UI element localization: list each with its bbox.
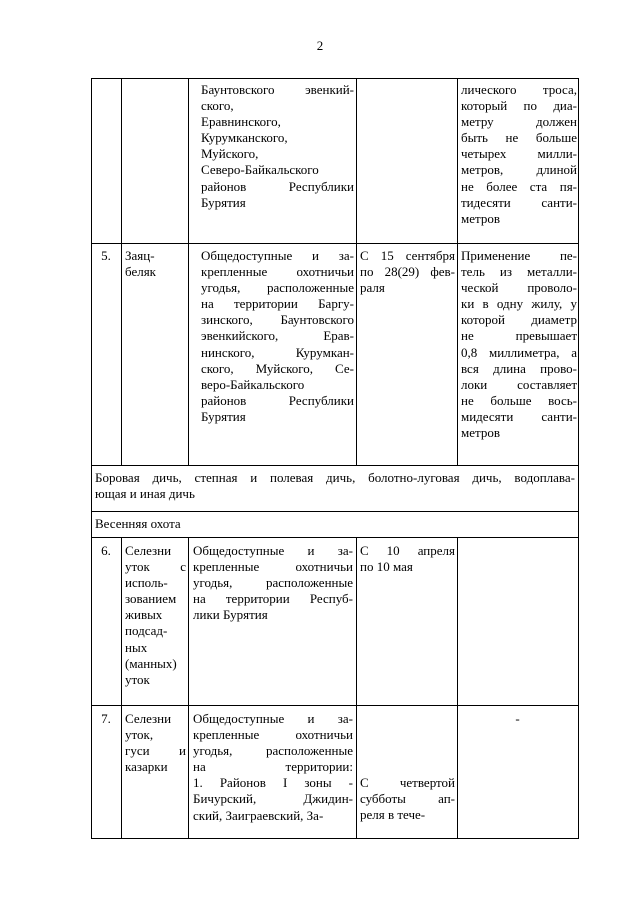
- table-rule: [91, 78, 579, 79]
- territory-cell-line: на территории Баргу-: [201, 296, 354, 312]
- column-rule: [188, 78, 189, 466]
- species-cell-line: ных: [125, 639, 148, 655]
- section-header-line: Боровая дичь, степная и полевая дичь, болотно-луговая дичь, водоплава-: [95, 470, 575, 485]
- method-cell-line: не превышает: [461, 328, 577, 344]
- section-header-line: ющая и иная дичь: [95, 486, 195, 502]
- territory-cell-line: Баунтовского эвенкий-: [201, 82, 354, 97]
- section-header-spring: Весенняя охота: [95, 516, 181, 531]
- method-cell-line: вся длина прово-: [461, 360, 577, 376]
- method-cell-line: тель из металли-: [461, 264, 577, 280]
- column-rule: [457, 537, 458, 839]
- species-cell-line: уток: [125, 671, 150, 687]
- method-cell: [461, 82, 577, 227]
- species-cell-line: гуси и: [125, 743, 186, 759]
- method-cell-line: локи составляет: [461, 376, 577, 392]
- column-rule: [188, 537, 189, 839]
- page-number: 2: [316, 38, 324, 53]
- territory-cell-line: угодья, расположенные: [193, 743, 353, 759]
- section-header: [95, 470, 575, 502]
- territory-cell-line: Общедоступные и за-: [193, 711, 353, 726]
- species-cell-line: Заяц-: [125, 248, 155, 263]
- period-cell-line: по 28(29) фев-: [360, 264, 455, 280]
- period-cell-line: С 15 сентября: [360, 248, 455, 263]
- row-number-line: 5.: [101, 248, 111, 263]
- species-cell-line: зованием: [125, 591, 177, 607]
- territory-cell-line: крепленные охотничьи: [201, 264, 354, 280]
- territory-cell-line: ский, Заиграевский, За-: [193, 807, 324, 823]
- period-cell-line: реля в тече-: [360, 807, 426, 823]
- territory-cell: [193, 711, 353, 824]
- table-rule: [91, 511, 579, 512]
- table-rule: [91, 243, 579, 244]
- territory-cell-line: на территории:: [193, 759, 353, 775]
- territory-cell-line: крепленные охотничьи: [193, 727, 353, 743]
- species-cell-line: (манных): [125, 655, 177, 671]
- territory-cell-line: Еравнинского,: [201, 114, 281, 130]
- territory-cell-line: районов Республики: [201, 178, 354, 194]
- species-cell: [125, 711, 186, 775]
- territory-cell-line: Общедоступные и за-: [201, 248, 354, 263]
- method-cell-line: 0,8 миллиметра, а: [461, 344, 577, 360]
- row-number: [91, 248, 121, 264]
- table-right-border: [578, 78, 579, 839]
- period-cell: [360, 543, 455, 575]
- territory-cell-line: Курумканского,: [201, 130, 288, 146]
- territory-cell-line: Муйского,: [201, 146, 259, 162]
- territory-cell-line: Бурятия: [201, 194, 246, 210]
- period-cell: [360, 775, 455, 823]
- species-cell-line: казарки: [125, 759, 168, 775]
- table-rule: [91, 465, 579, 466]
- period-cell-line: раля: [360, 280, 385, 296]
- method-cell-line: метров, длиной: [461, 162, 577, 178]
- territory-cell-line: угодья, расположенные: [193, 575, 353, 591]
- column-rule: [121, 537, 122, 839]
- territory-cell-line: зинского, Баунтовского: [201, 312, 354, 328]
- species-cell-line: Селезни: [125, 711, 172, 726]
- method-cell-line: метру должен: [461, 114, 577, 130]
- period-cell-line: С четвертой: [360, 775, 455, 790]
- method-cell-line: быть не больше: [461, 130, 577, 146]
- territory-cell-line: нинского, Курумкан-: [201, 344, 354, 360]
- species-cell-line: живых: [125, 607, 163, 623]
- method-cell-line: который по диа-: [461, 98, 577, 114]
- column-rule: [457, 78, 458, 466]
- territory-cell-line: Бичурский, Джидин-: [193, 791, 353, 807]
- method-cell-line: -: [515, 711, 520, 726]
- territory-cell: [201, 82, 354, 211]
- method-cell-line: четырех милли-: [461, 146, 577, 162]
- territory-cell-line: районов Республики: [201, 392, 354, 408]
- territory-cell-line: лики Бурятия: [193, 607, 268, 623]
- row-number: 6.: [101, 543, 111, 558]
- column-rule: [356, 537, 357, 839]
- method-cell-line: ки в одну жилу, у: [461, 296, 577, 312]
- territory-cell-line: 1. Районов I зоны -: [193, 775, 353, 791]
- period-cell: [360, 248, 455, 296]
- period-cell-line: С 10 апреля: [360, 543, 455, 558]
- method-cell-line: тидесяти санти-: [461, 194, 577, 210]
- territory-cell-line: веро-Байкальского: [201, 376, 305, 392]
- territory-cell-line: Бурятия: [201, 408, 246, 424]
- period-cell-line: по 10 мая: [360, 559, 413, 575]
- method-cell-line: не больше вось-: [461, 392, 577, 408]
- species-cell-line: подсад-: [125, 623, 168, 639]
- row-number: 7.: [101, 711, 111, 726]
- method-cell-line: метров: [461, 425, 500, 441]
- table-rule: [91, 537, 579, 538]
- species-cell: [125, 248, 185, 280]
- territory-cell-line: угодья, расположенные: [201, 280, 354, 296]
- period-cell-line: субботы ап-: [360, 791, 455, 807]
- method-cell: [461, 248, 577, 441]
- method-cell-line: метров: [461, 210, 500, 226]
- method-cell-line: мидесяти санти-: [461, 408, 577, 424]
- species-cell-line: Селезни: [125, 543, 172, 558]
- territory-cell-line: крепленные охотничьи: [193, 559, 353, 575]
- method-cell-line: которой диаметр: [461, 312, 577, 328]
- territory-cell-line: эвенкийского, Ерав-: [201, 328, 354, 344]
- method-cell-line: лического троса,: [461, 82, 577, 97]
- method-cell-line: ческой проволо-: [461, 280, 577, 296]
- territory-cell-line: Общедоступные и за-: [193, 543, 353, 558]
- method-cell-line: не более ста пя-: [461, 178, 577, 194]
- territory-cell: [201, 248, 354, 425]
- table-rule: [91, 705, 579, 706]
- species-cell: [125, 543, 186, 688]
- table-rule: [91, 838, 579, 839]
- method-cell: [457, 711, 578, 727]
- species-cell-line: уток,: [125, 727, 154, 743]
- territory-cell-line: ского, Муйского, Се-: [201, 360, 354, 376]
- column-rule: [121, 78, 122, 466]
- territory-cell-line: на территории Респуб-: [193, 591, 353, 607]
- column-rule: [356, 78, 357, 466]
- species-cell-line: уток с: [125, 559, 186, 575]
- territory-cell: [193, 543, 353, 623]
- species-cell-line: исполь-: [125, 575, 168, 591]
- territory-cell-line: ского,: [201, 98, 234, 114]
- territory-cell-line: Северо-Байкальского: [201, 162, 319, 178]
- method-cell-line: Применение пе-: [461, 248, 577, 263]
- species-cell-line: беляк: [125, 264, 156, 280]
